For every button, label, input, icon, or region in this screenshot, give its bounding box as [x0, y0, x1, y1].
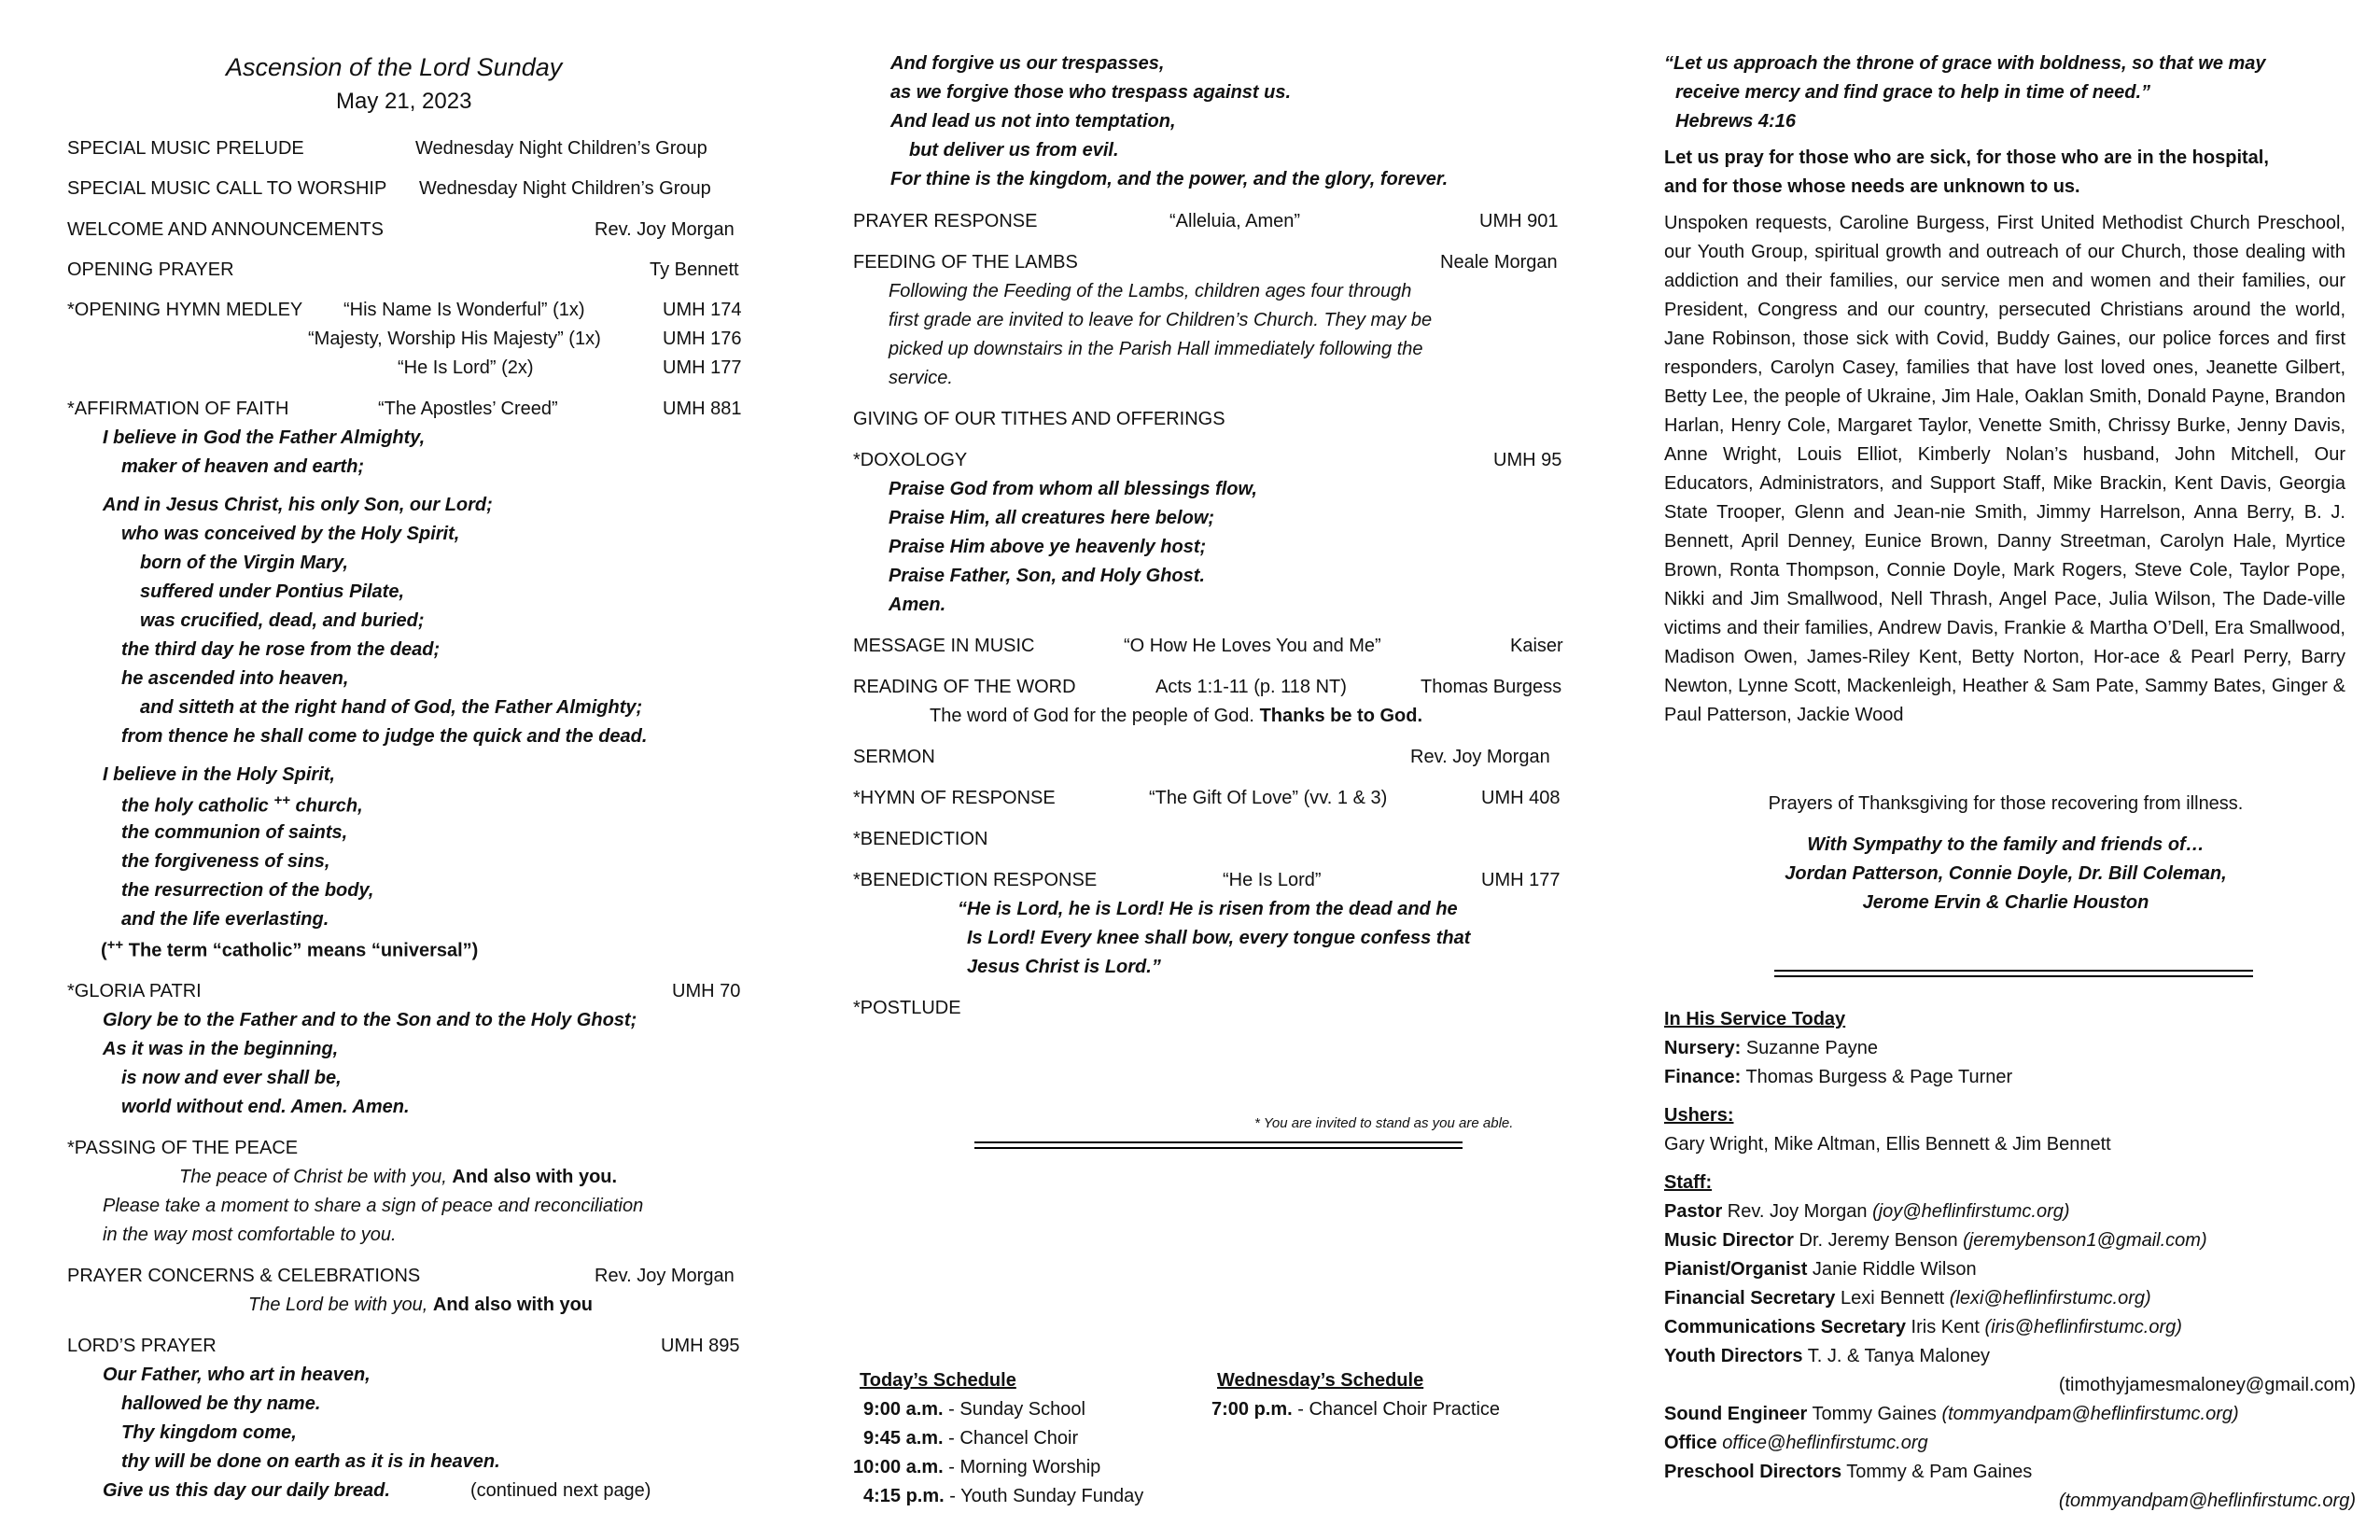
hymn-3-ref: UMH 177: [663, 357, 742, 378]
today-schedule-item: 10:00 a.m. - Morning Worship: [853, 1457, 1101, 1477]
column-order-of-worship: [67, 0, 758, 1540]
creed-line: who was conceived by the Holy Spirit,: [121, 524, 460, 544]
lords-prayer-line: Thy kingdom come,: [121, 1422, 297, 1443]
creed-line: was crucified, dead, and buried;: [140, 610, 425, 631]
nursery-line: Nursery: Suzanne Payne: [1664, 1038, 1879, 1058]
reading-passage: Acts 1:1-11 (p. 118 NT): [1155, 677, 1347, 697]
divider-rule: [974, 1147, 1463, 1149]
prayer-response-label: PRAYER RESPONSE: [853, 211, 1038, 231]
concerns-line: The Lord be with you, And also with you: [248, 1295, 594, 1315]
creed-line: the forgiveness of sins,: [121, 851, 330, 872]
lords-prayer-ref: UMH 895: [661, 1336, 740, 1356]
hymn-2-ref: UMH 176: [663, 329, 742, 349]
creed-line: maker of heaven and earth;: [121, 456, 365, 477]
affirmation-ref: UMH 881: [663, 399, 742, 419]
staff-heading: Staff:: [1664, 1172, 1713, 1193]
gloria-line: Glory be to the Father and to the Son and to the Holy Ghost;: [103, 1010, 637, 1030]
feeding-line: picked up downstairs in the Parish Hall immediately following the: [889, 339, 1423, 359]
opening-prayer-leader: Ty Bennett: [650, 259, 739, 280]
call-to-worship-performer: Wednesday Night Children’s Group: [419, 178, 711, 199]
doxology-line: Praise Father, Son, and Holy Ghost.: [889, 566, 1205, 586]
thanksgiving-line: Prayers of Thanksgiving for those recovering from illness.: [1768, 793, 2244, 814]
call-to-worship-label: SPECIAL MUSIC CALL TO WORSHIP: [67, 178, 387, 199]
column-order-continued: [853, 0, 1581, 1540]
message-composer: Kaiser: [1510, 636, 1563, 656]
staff-line: Pastor Rev. Joy Morgan (joy@heflinfirstumc.org): [1664, 1201, 2070, 1222]
feeding-line: service.: [889, 368, 953, 388]
service-date: May 21, 2023: [336, 89, 472, 114]
peace-line: in the way most comfortable to you.: [103, 1225, 397, 1245]
hymn-response-title: “The Gift Of Love” (vv. 1 & 3): [1149, 788, 1388, 808]
concerns-label: PRAYER CONCERNS & CELEBRATIONS: [67, 1266, 421, 1286]
lords-prayer-line: thy will be done on earth as it is in heaven.: [121, 1451, 500, 1472]
divider-rule: [1774, 970, 2253, 972]
prelude-performer: Wednesday Night Children’s Group: [415, 138, 707, 159]
opening-prayer-label: OPENING PRAYER: [67, 259, 234, 280]
prayer-intro-line: and for those whose needs are unknown to us.: [1664, 176, 2080, 197]
lords-prayer-line: And forgive us our trespasses,: [890, 53, 1165, 74]
peace-line: The peace of Christ be with you, And also with you.: [179, 1167, 618, 1187]
doxology-label: *DOXOLOGY: [853, 450, 968, 470]
wednesday-schedule-item: 7:00 p.m. - Chancel Choir Practice: [1211, 1399, 1501, 1420]
creed-line: the resurrection of the body,: [121, 880, 374, 901]
quote-line: receive mercy and find grace to help in time of need.”: [1675, 82, 2151, 103]
quote-reference: Hebrews 4:16: [1675, 111, 1796, 132]
ushers-heading: Ushers:: [1664, 1105, 1734, 1126]
message-label: MESSAGE IN MUSIC: [853, 636, 1035, 656]
hymn-response-label: *HYMN OF RESPONSE: [853, 788, 1056, 808]
sympathy-line: Jordan Patterson, Connie Doyle, Dr. Bill Coleman,: [1785, 863, 2227, 884]
welcome-leader: Rev. Joy Morgan: [595, 219, 735, 240]
benediction-line: Jesus Christ is Lord.”: [967, 957, 1161, 977]
service-heading: In His Service Today: [1664, 1009, 1846, 1029]
lords-prayer-line: And lead us not into temptation,: [890, 111, 1176, 132]
prayer-list: Unspoken requests, Caroline Burgess, First United Methodist Church Preschool, our Youth Group, spiritual growth and outreach of our Church, those dealing with addiction and their families, our service men and women and their families, our President, Congress and our country, persecuted Christians around the world, Jane Robinson, those sick with Covid, Buddy Gaines, our police forces and first responders, Carolyn Casey, families that have lost loved ones, Jeanette Gilbert, Betty Lee, the people of Ukraine, Jim Hale, Oaklan Smith, Donald Payne, Brandon Harlan, Henry Cole, Margaret Taylor, Venette Smith, Chrissy Burke, Jenny Davis, Anne Wright, Louis Elliot, Kimberly Nolan’s husband, John Mitchell, Our Educators, Administrators, and Support Staff, Mike Brackin, Kent Davis, Georgia State Trooper, Glenn and Jean-nie Smith, Jimmy Harrelson, Anna Berry, B. J. Bennett, April Denney, Eunice Brown, Danny Streetman, Carolyn Hale, Myrtice Brown, Ronta Thompson, Connie Doyle, Mark Rogers, Steve Cole, Taylor Pope, Nikki and Jim Smallwood, Nell Thrash, Angel Pace, Julia Wilson, The Dade-ville victims and their families, Andrew Davis, Frankie & Martha O’Dell, Era Smallwood, Madison Owen, James-Riley Kent, Betty Norton, Hor-ace & Pearl Perry, Barry Newton, Lynne Scott, Mackenleigh, Heather & Sam Pate, Sammy Bates, Ginger & Paul Patterson, Jackie Wood: [1664, 213, 2345, 725]
opening-hymn-label: *OPENING HYMN MEDLEY: [67, 300, 303, 320]
creed-line: suffered under Pontius Pilate,: [140, 581, 405, 602]
benediction-response-label: *BENEDICTION RESPONSE: [853, 870, 1098, 890]
staff-line: Pianist/Organist Janie Riddle Wilson: [1664, 1259, 1977, 1280]
creed-line: and sitteth at the right hand of God, the Father Almighty;: [140, 697, 643, 718]
today-schedule-item: 9:45 a.m. - Chancel Choir: [863, 1428, 1079, 1449]
prayer-response-title: “Alleluia, Amen”: [1169, 211, 1301, 231]
quote-line: “Let us approach the throne of grace with boldness, so that we may: [1664, 53, 2266, 74]
creed-line: I believe in the Holy Spirit,: [103, 764, 335, 785]
creed-line: born of the Virgin Mary,: [140, 553, 348, 573]
staff-line: Communications Secretary Iris Kent (iris@heflinfirstumc.org): [1664, 1317, 2182, 1337]
preschool-email: (tommyandpam@heflinfirstumc.org): [2058, 1491, 2356, 1511]
reading-reader: Thomas Burgess: [1421, 677, 1562, 697]
gloria-line: world without end. Amen. Amen.: [121, 1097, 410, 1117]
continued-note: (continued next page): [470, 1480, 651, 1501]
doxology-line: Amen.: [889, 595, 946, 615]
feeding-line: first grade are invited to leave for Children’s Church. They may be: [889, 310, 1433, 330]
column-prayers-and-staff: [1660, 0, 2356, 1540]
reading-response: The word of God for the people of God. Thanks be to God.: [930, 706, 1423, 726]
today-schedule-heading: Today’s Schedule: [860, 1370, 1016, 1391]
benediction-response-title: “He Is Lord”: [1223, 870, 1322, 890]
message-title: “O How He Loves You and Me”: [1124, 636, 1381, 656]
reading-label: READING OF THE WORD: [853, 677, 1076, 697]
postlude-label: *POSTLUDE: [853, 998, 961, 1018]
lords-prayer-line: but deliver us from evil.: [909, 140, 1119, 161]
staff-line: Music Director Dr. Jeremy Benson (jeremybenson1@gmail.com): [1664, 1230, 2207, 1251]
lords-prayer-line: Give us this day our daily bread.: [103, 1480, 390, 1501]
sermon-preacher: Rev. Joy Morgan: [1410, 747, 1550, 767]
lords-prayer-line: For thine is the kingdom, and the power, and the glory, forever.: [890, 169, 1449, 189]
plus-mark: ++: [273, 792, 290, 808]
finance-line: Finance: Thomas Burgess & Page Turner: [1664, 1067, 2013, 1087]
concerns-leader: Rev. Joy Morgan: [595, 1266, 735, 1286]
creed-line: the holy catholic ++ church,: [121, 792, 363, 817]
gloria-line: is now and ever shall be,: [121, 1068, 342, 1088]
gloria-ref: UMH 70: [672, 981, 741, 1001]
lords-prayer-line: as we forgive those who trespass against us.: [890, 82, 1292, 103]
prayer-intro-line: Let us pray for those who are sick, for those who are in the hospital,: [1664, 147, 2269, 168]
feeding-line: Following the Feeding of the Lambs, children ages four through: [889, 281, 1412, 301]
doxology-line: Praise God from whom all blessings flow,: [889, 479, 1257, 499]
prayer-response-ref: UMH 901: [1479, 211, 1559, 231]
lords-prayer-line: hallowed be thy name.: [121, 1393, 321, 1414]
gloria-line: As it was in the beginning,: [103, 1039, 339, 1059]
creed-line: the third day he rose from the dead;: [121, 639, 441, 660]
creed-line: the communion of saints,: [121, 822, 348, 843]
feeding-label: FEEDING OF THE LAMBS: [853, 252, 1078, 273]
creed-line: he ascended into heaven,: [121, 668, 349, 689]
ushers-list: Gary Wright, Mike Altman, Ellis Bennett & Jim Bennett: [1664, 1134, 2111, 1155]
creed-line: from thence he shall come to judge the quick and the dead.: [121, 726, 648, 747]
welcome-label: WELCOME AND ANNOUNCEMENTS: [67, 219, 384, 240]
creed-footnote: (++ The term “catholic” means “universal”): [101, 937, 479, 961]
sympathy-line: With Sympathy to the family and friends of…: [1807, 834, 2205, 855]
staff-line: Sound Engineer Tommy Gaines (tommyandpam@heflinfirstumc.org): [1664, 1404, 2239, 1424]
service-title: Ascension of the Lord Sunday: [226, 53, 563, 81]
staff-line: Financial Secretary Lexi Bennett (lexi@heflinfirstumc.org): [1664, 1288, 2151, 1309]
creed-line: And in Jesus Christ, his only Son, our Lord;: [103, 495, 493, 515]
divider-rule: [974, 1141, 1463, 1143]
lords-prayer-line: Our Father, who art in heaven,: [103, 1365, 371, 1385]
peace-line: Please take a moment to share a sign of peace and reconciliation: [103, 1196, 644, 1216]
staff-line: Youth Directors T. J. & Tanya Maloney: [1664, 1346, 1991, 1366]
staff-line: Preschool Directors Tommy & Pam Gaines: [1664, 1462, 2033, 1482]
doxology-line: Praise Him, all creatures here below;: [889, 508, 1215, 528]
benediction-line: “He is Lord, he is Lord! He is risen from the dead and he: [958, 899, 1458, 919]
divider-rule: [1774, 975, 2253, 977]
affirmation-label: *AFFIRMATION OF FAITH: [67, 399, 289, 419]
hymn-3-title: “He Is Lord” (2x): [398, 357, 534, 378]
today-schedule-item: 9:00 a.m. - Sunday School: [863, 1399, 1085, 1420]
affirmation-title: “The Apostles’ Creed”: [378, 399, 558, 419]
youth-email: (timothyjamesmaloney@gmail.com): [2058, 1375, 2356, 1395]
stand-note: * You are invited to stand as you are able.: [1254, 1115, 1514, 1131]
lords-prayer-label: LORD’S PRAYER: [67, 1336, 217, 1356]
sympathy-line: Jerome Ervin & Charlie Houston: [1862, 892, 2149, 913]
today-schedule-item: 4:15 p.m. - Youth Sunday Funday: [863, 1486, 1144, 1506]
feeding-leader: Neale Morgan: [1440, 252, 1558, 273]
benediction-label: *BENEDICTION: [853, 829, 988, 849]
creed-line: and the life everlasting.: [121, 909, 329, 930]
staff-line: Office office@heflinfirstumc.org: [1664, 1433, 1928, 1453]
doxology-line: Praise Him above ye heavenly host;: [889, 537, 1207, 557]
hymn-1-ref: UMH 174: [663, 300, 742, 320]
prelude-label: SPECIAL MUSIC PRELUDE: [67, 138, 304, 159]
gloria-label: *GLORIA PATRI: [67, 981, 202, 1001]
benediction-response-ref: UMH 177: [1481, 870, 1561, 890]
doxology-ref: UMH 95: [1493, 450, 1562, 470]
hymn-2-title: “Majesty, Worship His Majesty” (1x): [308, 329, 601, 349]
hymn-response-ref: UMH 408: [1481, 788, 1561, 808]
hymn-1-title: “His Name Is Wonderful” (1x): [343, 300, 585, 320]
giving-label: GIVING OF OUR TITHES AND OFFERINGS: [853, 409, 1225, 429]
creed-line: I believe in God the Father Almighty,: [103, 427, 426, 448]
sermon-label: SERMON: [853, 747, 935, 767]
benediction-line: Is Lord! Every knee shall bow, every tongue confess that: [967, 928, 1471, 948]
wednesday-schedule-heading: Wednesday’s Schedule: [1217, 1370, 1424, 1391]
peace-label: *PASSING OF THE PEACE: [67, 1138, 299, 1158]
